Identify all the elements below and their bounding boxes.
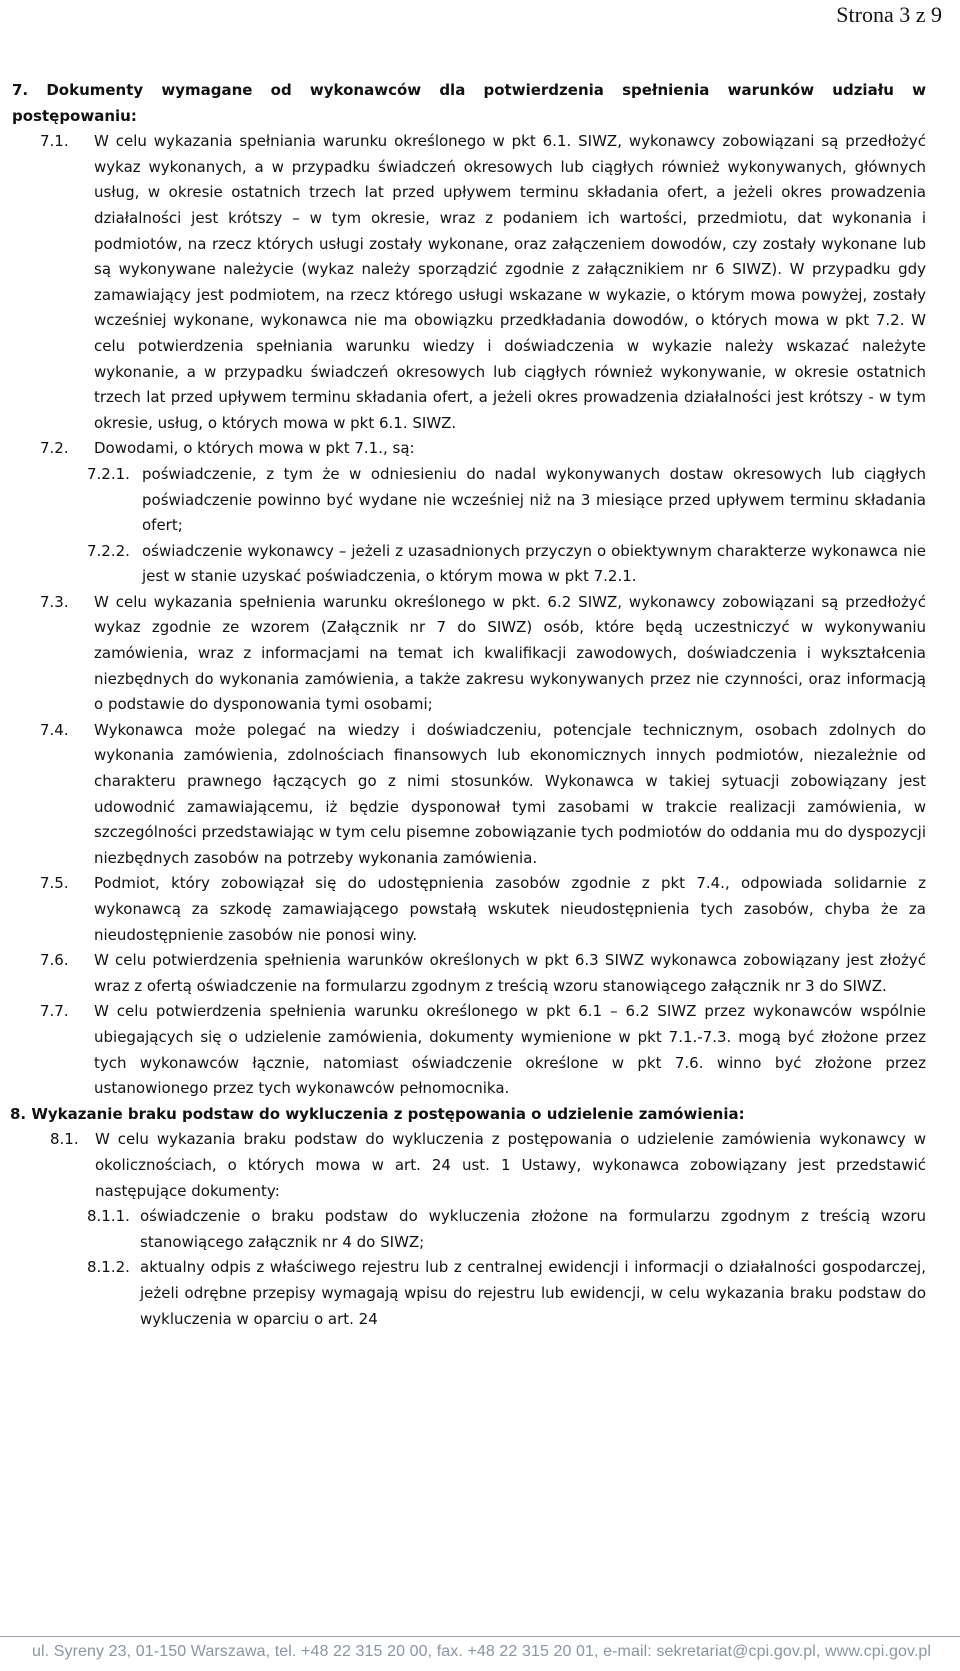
item-number: 7.3.: [40, 592, 69, 611]
list-item-7-7: [0, 999, 960, 1101]
document-body: [0, 78, 960, 1332]
item-text: W celu wykazania spełniania warunku określonego w pkt 6.1. SIWZ, wykonawcy zobowiązani są przedłożyć wykaz wykonanych, a w przypadku świadczeń okresowych lub ciągłych również wykonywanych, głównych usług, w okresie ostatnich trzech lat przed upływem terminu składania ofert, a jeżeli okres prowadzenia działalności jest krótszy – w tym okresie, wraz z podaniem ich wartości, przedmiotu, dat wykonania i podmiotów, na rzecz których usługi zostały wykonane, oraz załączeniem dowodów, czy zostały wykonane lub są wykonywane należycie (wykaz należy sporządzić zgodnie z załącznikiem nr 6 SIWZ). W przypadku gdy zamawiający jest podmiotem, na rzecz którego usługi wskazane w wykazie, o którym mowa powyżej, zostały wcześniej wykonane, wykonawca nie ma obowiązku przedkładania dowodów, o których mowa w pkt 7.2. W celu potwierdzenia spełniania warunku wiedzy i doświadczenia w wykazie należy wskazać należyte wykonanie, a w przypadku świadczeń okresowych lub ciągłych również wykonywanie, w okresie ostatnich trzech lat przed upływem terminu składania ofert, a jeżeli okres prowadzenia działalności jest krótszy - w tym okresie, usług, o których mowa w pkt 6.1. SIWZ.: [94, 132, 926, 432]
list-item-8-1-2: [0, 1255, 960, 1332]
item-number: 7.2.2.: [87, 541, 130, 560]
footer-contact: ul. Syreny 23, 01-150 Warszawa, tel. +48 22 315 20 00, fax. +48 22 315 20 01, e-mail: sekretariat@cpi.gov.pl, www.cpi.gov.pl: [32, 1643, 932, 1660]
item-text: W celu potwierdzenia spełnienia warunku określonego w pkt 6.1 – 6.2 SIWZ przez wykonawców wspólnie ubiegających się o udzielenie zamówienia, dokumenty wymienione w pkt 7.1.-7.3. mogą być złożone przez tych wykonawców łącznie, natomiast oświadczenie określone w pkt 7.6. winno być złożone przez ustanowionego przez tych wykonawców pełnomocnika.: [94, 1002, 926, 1098]
footer-divider: [0, 1636, 960, 1637]
list-item-7-2: [0, 436, 960, 462]
item-text: Wykonawca może polegać na wiedzy i doświadczeniu, potencjale technicznym, osobach zdolnych do wykonania zamówienia, zdolnościach finansowych lub ekonomicznych innych podmiotów, niezależnie od charakteru prawnego łączących go z nimi stosunków. Wykonawca w takiej sytuacji zobowiązany jest udowodnić zamawiającemu, iż będzie dysponował tymi zasobami w trakcie realizacji zamówienia, w szczególności przedstawiając w tym celu pisemne zobowiązanie tych podmiotów do oddania mu do dyspozycji niezbędnych zasobów na potrzeby wykonania zamówienia.: [94, 720, 926, 867]
item-number: 7.7.: [40, 1002, 69, 1021]
list-item-7-1: [0, 129, 960, 436]
item-number: 8.1.2.: [87, 1258, 130, 1277]
item-number: 8.1.1.: [87, 1207, 130, 1226]
item-text: Podmiot, który zobowiązał się do udostępnienia zasobów zgodnie z pkt 7.4., odpowiada solidarnie z wykonawcą za szkodę zamawiającego powstałą wskutek nieudostępnienia tych zasobów, chyba że za nieudostępnienie zasobów nie ponosi winy.: [94, 874, 926, 944]
list-item-7-4: [0, 718, 960, 872]
list-item-7-5: [0, 871, 960, 948]
list-item-7-6: [0, 948, 960, 999]
list-item-8-1-1: [0, 1204, 960, 1255]
section-7-heading: 7. Dokumenty wymagane od wykonawców dla potwierdzenia spełnienia warunków udziału w postępowaniu:: [12, 81, 926, 125]
page-number: Strona 3 z 9: [836, 2, 942, 27]
item-text: W celu wykazania braku podstaw do wykluczenia z postępowania o udzielenie zamówienia wykonawcy w okolicznościach, o których mowa w art. 24 ust. 1 Ustawy, wykonawca zobowiązany jest przedstawić następujące dokumenty:: [95, 1130, 926, 1200]
item-number: 7.2.1.: [87, 464, 130, 483]
list-item-7-2-2: [0, 539, 960, 590]
list-item-7-2-1: [0, 462, 960, 539]
item-text: poświadczenie, z tym że w odniesieniu do nadal wykonywanych dostaw okresowych lub ciągłych poświadczenie powinno być wydane nie wcześniej niż na 3 miesiące przed upływem terminu składania ofert;: [142, 464, 926, 535]
item-number: 7.6.: [40, 951, 69, 970]
item-text: aktualny odpis z właściwego rejestru lub z centralnej ewidencji i informacji o działalności gospodarczej, jeżeli odrębne przepisy wymagają wpisu do rejestru lub ewidencji, w celu wykazania braku podstaw do wykluczenia w oparciu o art. 24: [140, 1258, 926, 1328]
item-number: 7.4.: [40, 720, 69, 739]
item-number: 7.2.: [40, 439, 69, 458]
item-number: 7.1.: [40, 132, 69, 151]
section-8-heading: 8. Wykazanie braku podstaw do wykluczenia z postępowania o udzielenie zamówienia:: [10, 1104, 745, 1123]
list-item-8-1: [0, 1127, 960, 1204]
item-text: oświadczenie o braku podstaw do wykluczenia złożone na formularzu zgodnym z treścią wzoru stanowiącego załącznik nr 4 do SIWZ;: [140, 1207, 926, 1251]
item-number: 8.1.: [50, 1130, 79, 1149]
item-number: 7.5.: [40, 874, 69, 893]
item-text: W celu potwierdzenia spełnienia warunków określonych w pkt 6.3 SIWZ wykonawca zobowiązany jest złożyć wraz z ofertą oświadczenie na formularzu zgodnym z treścią wzoru stanowiącego załącznik nr 3 do SIWZ.: [94, 951, 926, 995]
item-text: Dowodami, o których mowa w pkt 7.1., są:: [94, 439, 415, 458]
item-text: W celu wykazania spełnienia warunku określonego w pkt. 6.2 SIWZ, wykonawcy zobowiązani są przedłożyć wykaz zgodnie ze wzorem (Załącznik nr 7 do SIWZ) osób, które będą uczestniczyć w wykonywaniu zamówienia, wraz z informacjami na temat ich kwalifikacji zawodowych, doświadczenia i wykształcenia niezbędnych do wykonania zamówienia, a także zakresu wykonywanych przez nie czynności, oraz informacją o podstawie do dysponowania tymi osobami;: [94, 592, 926, 714]
item-text: oświadczenie wykonawcy – jeżeli z uzasadnionych przyczyn o obiektywnym charakterze wykonawca nie jest w stanie uzyskać poświadczenia, o którym mowa w pkt 7.2.1.: [142, 541, 926, 586]
list-item-7-3: [0, 590, 960, 718]
